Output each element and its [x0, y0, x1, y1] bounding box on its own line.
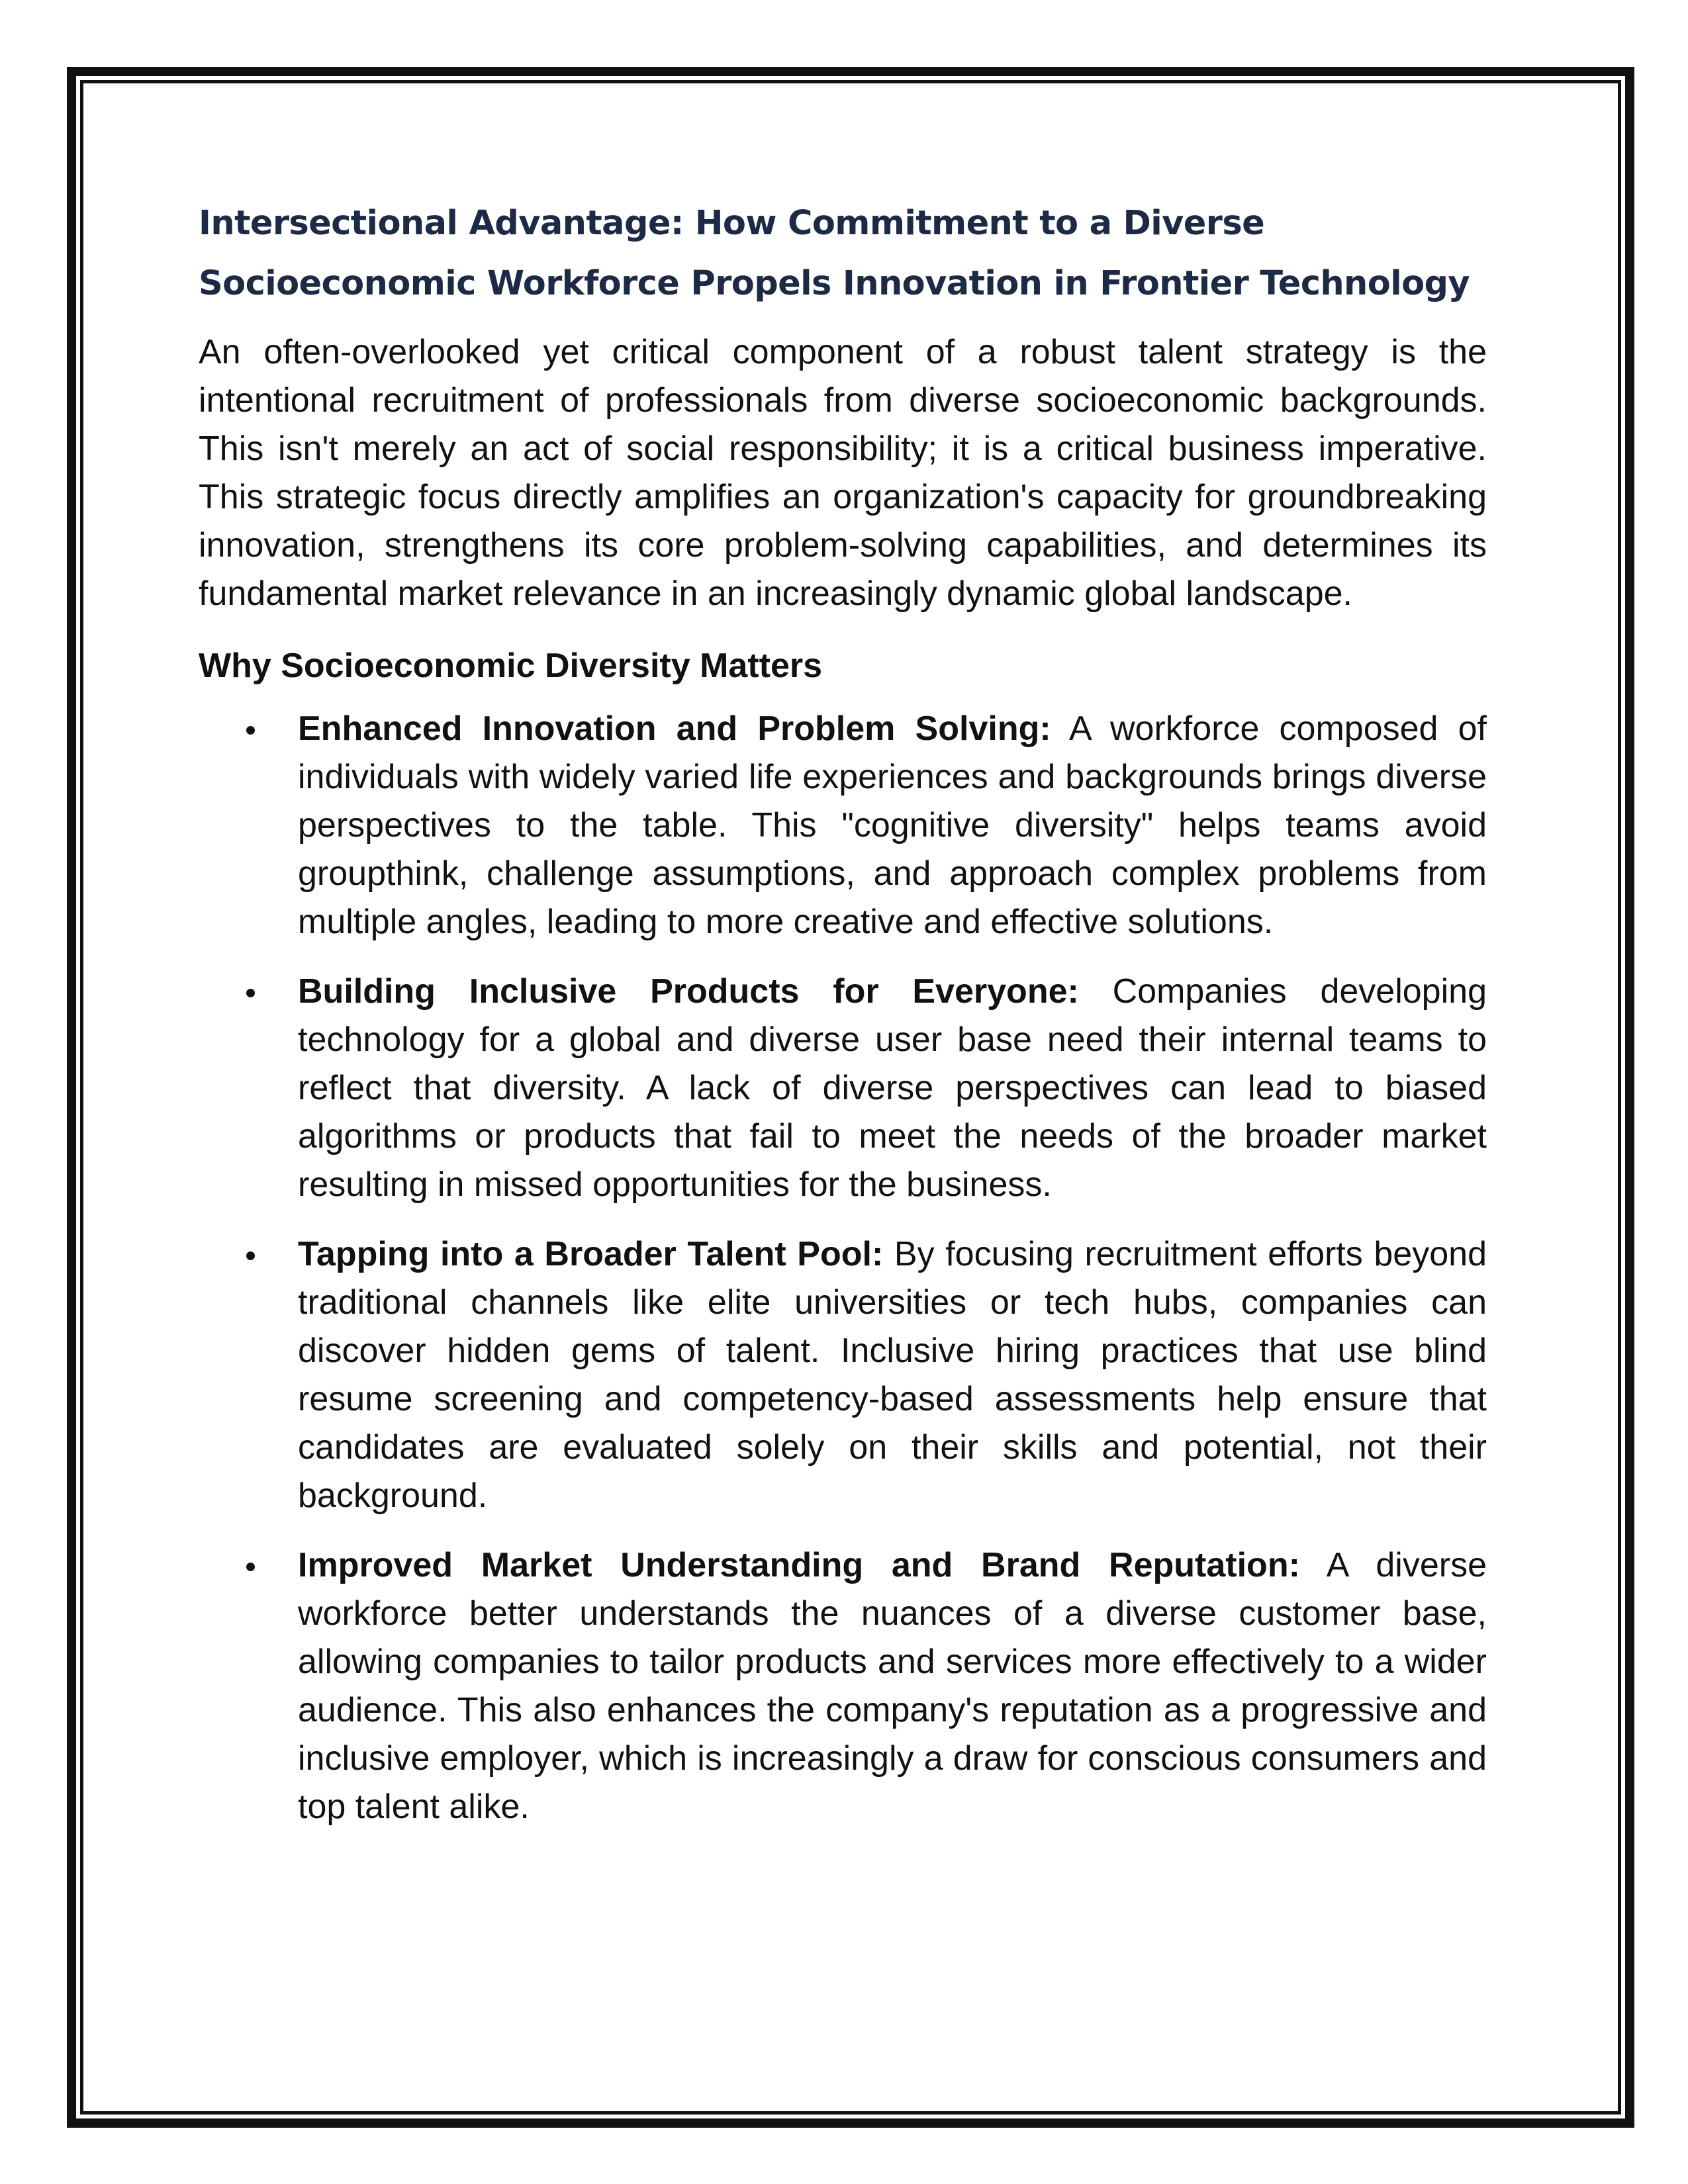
- document-title: [199, 193, 1487, 314]
- bullet-item-innovation: [199, 705, 1487, 946]
- bullet-lead: Building Inclusive Products for Everyone:: [298, 972, 1079, 1011]
- bullet-dot-icon: [246, 1251, 255, 1260]
- bullet-item-inclusive-products: [199, 968, 1487, 1209]
- bullet-text: Companies developing technology for a global and diverse user base need their internal teams to reflect that diversity. A lack of diverse perspectives can lead to biased algorithms or products that fail to meet the needs of the broader market resulting in missed opportunities for the business.: [298, 972, 1487, 1204]
- bullet-dot-icon: [246, 726, 255, 735]
- document-body: [199, 193, 1487, 1852]
- title-line-2: Socioeconomic Workforce Propels Innovation in Frontier Technology: [199, 264, 1470, 303]
- bullet-dot-icon: [246, 989, 255, 997]
- bullet-item-talent-pool: [199, 1230, 1487, 1520]
- bullet-lead: Improved Market Understanding and Brand Reputation:: [298, 1546, 1300, 1584]
- bullet-text: A diverse workforce better understands the nuances of a diverse customer base, allowing companies to tailor products and services more effectively to a wider audience. This also enhances the company's reputation as a progressive and inclusive employer, which is increasingly a draw for conscious consumers and top talent alike.: [298, 1546, 1487, 1826]
- bullet-item-market-understanding: [199, 1541, 1487, 1831]
- title-line-1: Intersectional Advantage: How Commitment to a Diverse: [199, 204, 1265, 243]
- bullet-list: [199, 705, 1487, 1831]
- bullet-text: By focusing recruitment efforts beyond traditional channels like elite universities or tech hubs, companies can discover hidden gems of talent. Inclusive hiring practices that use blind resume screening and competency-based assessments help ensure that candidates are evaluated solely on their skills and potential, not their background.: [298, 1235, 1487, 1515]
- intro-paragraph: An often-overlooked yet critical component of a robust talent strategy is the intentional recruitment of professionals from diverse socioeconomic backgrounds. This isn't merely an act of social responsibility; it is a critical business imperative. This strategic focus directly amplifies an organization's capacity for groundbreaking innovation, strengthens its core problem-solving capabilities, and determines its fundamental market relevance in an increasingly dynamic global landscape.: [199, 333, 1487, 613]
- section-heading: Why Socioeconomic Diversity Matters: [199, 647, 823, 685]
- bullet-lead: Enhanced Innovation and Problem Solving:: [298, 709, 1051, 748]
- bullet-text: A workforce composed of individuals with widely varied life experiences and backgrounds brings diverse perspectives to the table. This "cognitive diversity" helps teams avoid groupthink, challenge assumptions, and approach complex problems from multiple angles, leading to more creative and effective solutions.: [298, 709, 1487, 941]
- bullet-lead: Tapping into a Broader Talent Pool:: [298, 1235, 884, 1273]
- bullet-dot-icon: [246, 1563, 255, 1571]
